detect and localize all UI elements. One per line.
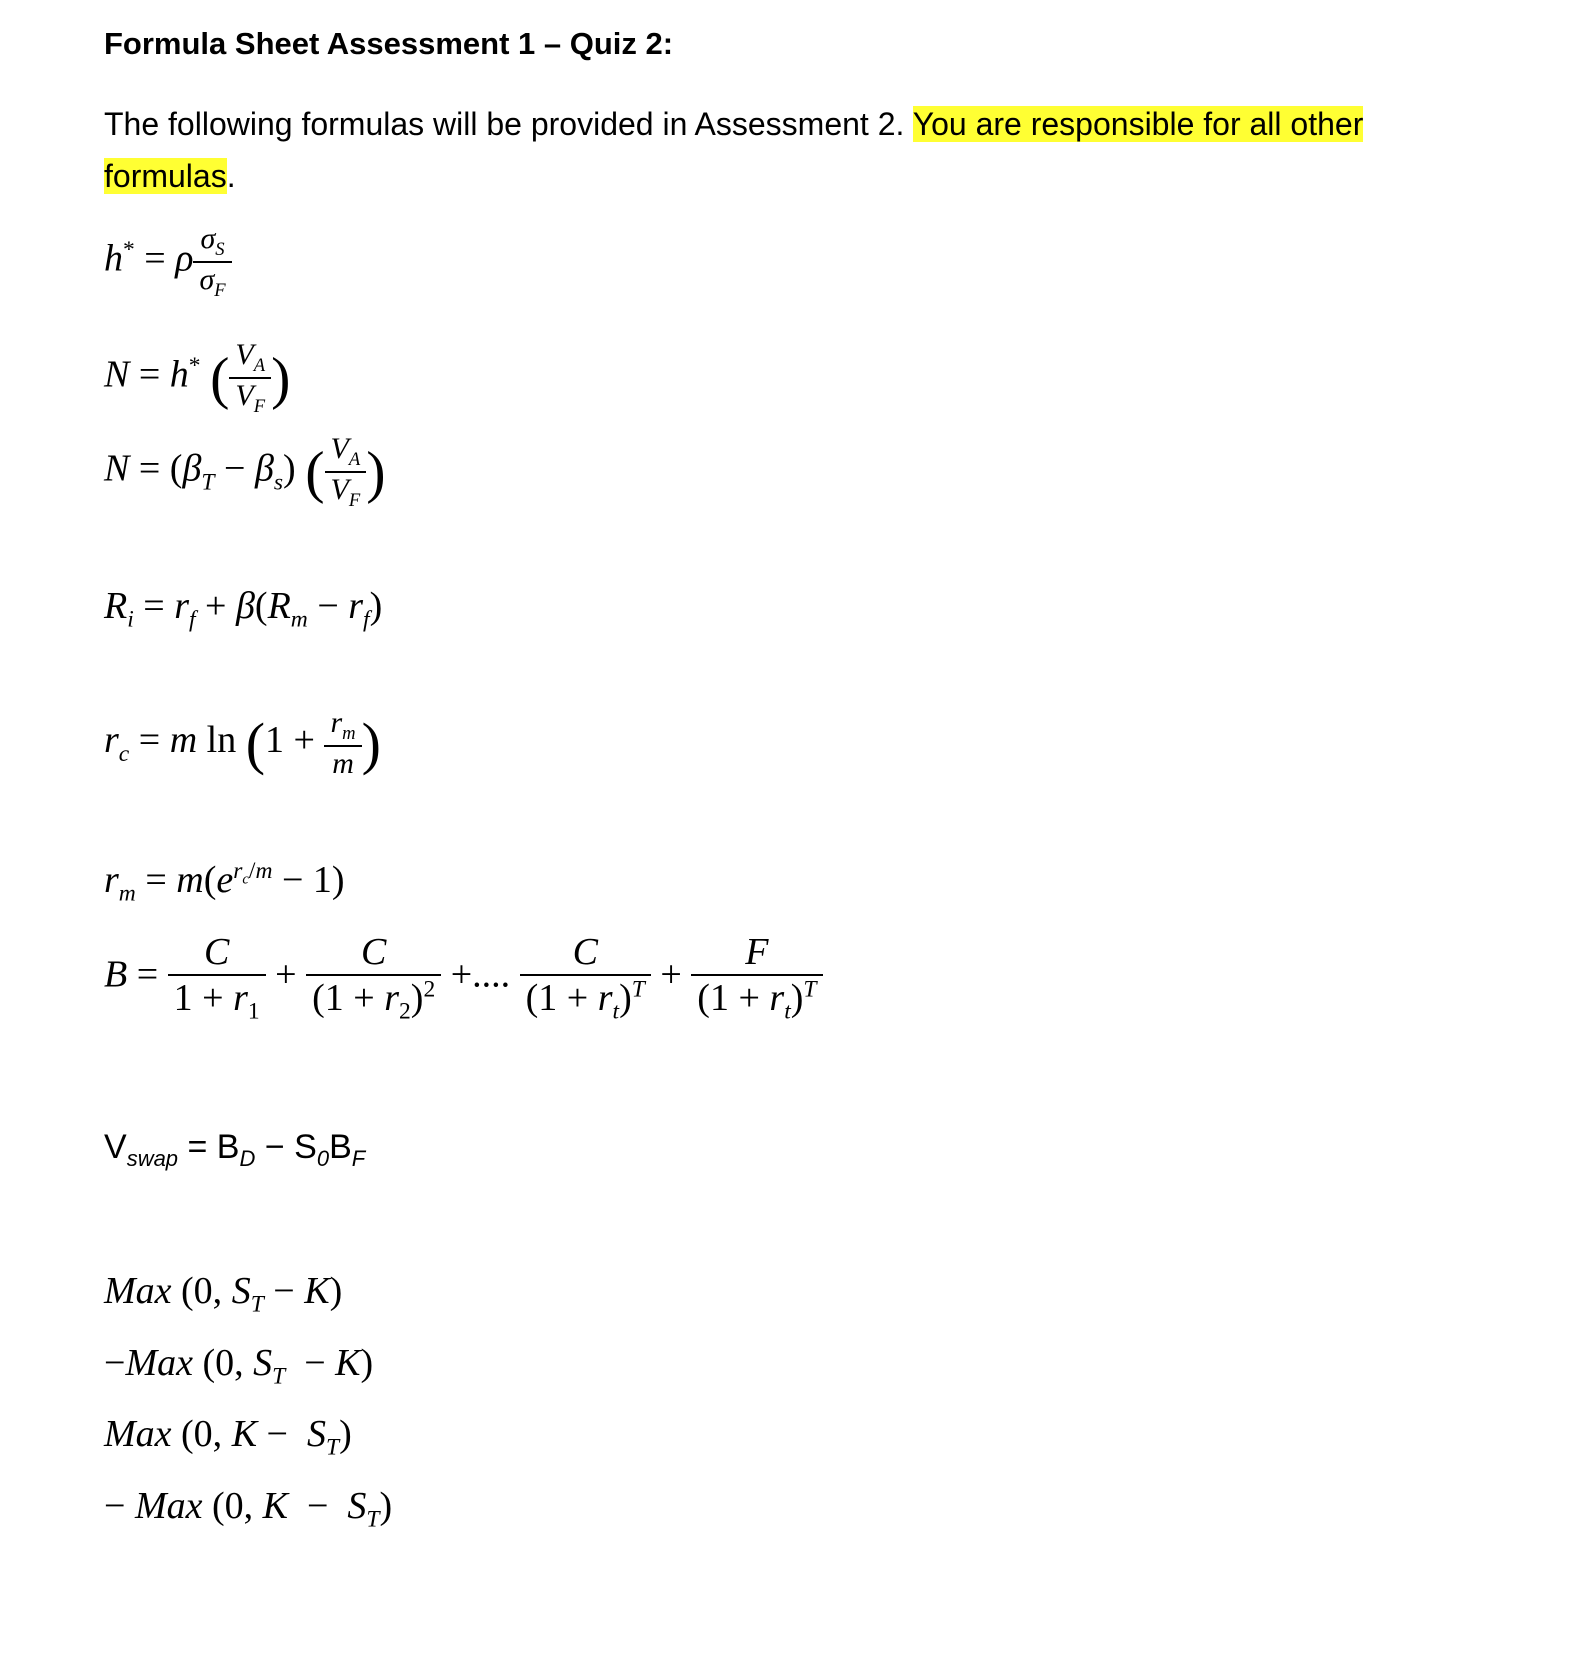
formula-hedge-ratio: h* = ρ $\frac{\sigma_S}{\sigma_F}$ [104,222,232,302]
payoff-short-call: −Max (0, $S_T - K$) [104,1341,374,1390]
payoff-long-put: Max (0, $K - S_T$) [104,1413,352,1461]
page-title: Formula Sheet Assessment 1 – Quiz 2: [104,26,674,61]
intro-highlight: You are responsible for all other formulas [104,106,1364,194]
payoff-list [104,1262,392,1548]
formula-continuous-rate: $r_c = m$ ln (1 + $\frac{r_m}{m}$ ) [104,706,381,780]
formula-discrete-rate: $r_m = m(e^{r_c/m} - 1)$ [104,858,345,907]
formula-capm: $R_i = r_f + \beta(R_m - r_f)$ [104,585,383,633]
intro-paragraph [104,98,1484,202]
formula-bond-price: B = $\frac{C}{1 + r_1}$ + $\frac{C}{(1 + r_2)^2}$ +.... $\frac{C}{(1 + r_t)^T}$ + $\frac{F}{(1 + r_t)^T}$ [104,930,823,1026]
formula-contracts-1: N = h* ( $\frac{V_A}{V_F}$ ) [104,338,291,417]
intro-text: The following formulas will be provided in Assessment 2. [104,106,913,142]
payoff-short-put: − Max (0, $K - S_T$) [104,1484,393,1533]
intro-end: . [226,158,236,194]
formula-contracts-2: $N = (\beta_T - \beta_s)$ ( $\frac{V_A}{V_F}$ ) [104,432,386,511]
payoff-long-call: Max (0, $S_T - K$) [104,1270,343,1318]
formula-swap-value: $V_{swap} = B_D - S_0B_F$ [104,1128,366,1171]
